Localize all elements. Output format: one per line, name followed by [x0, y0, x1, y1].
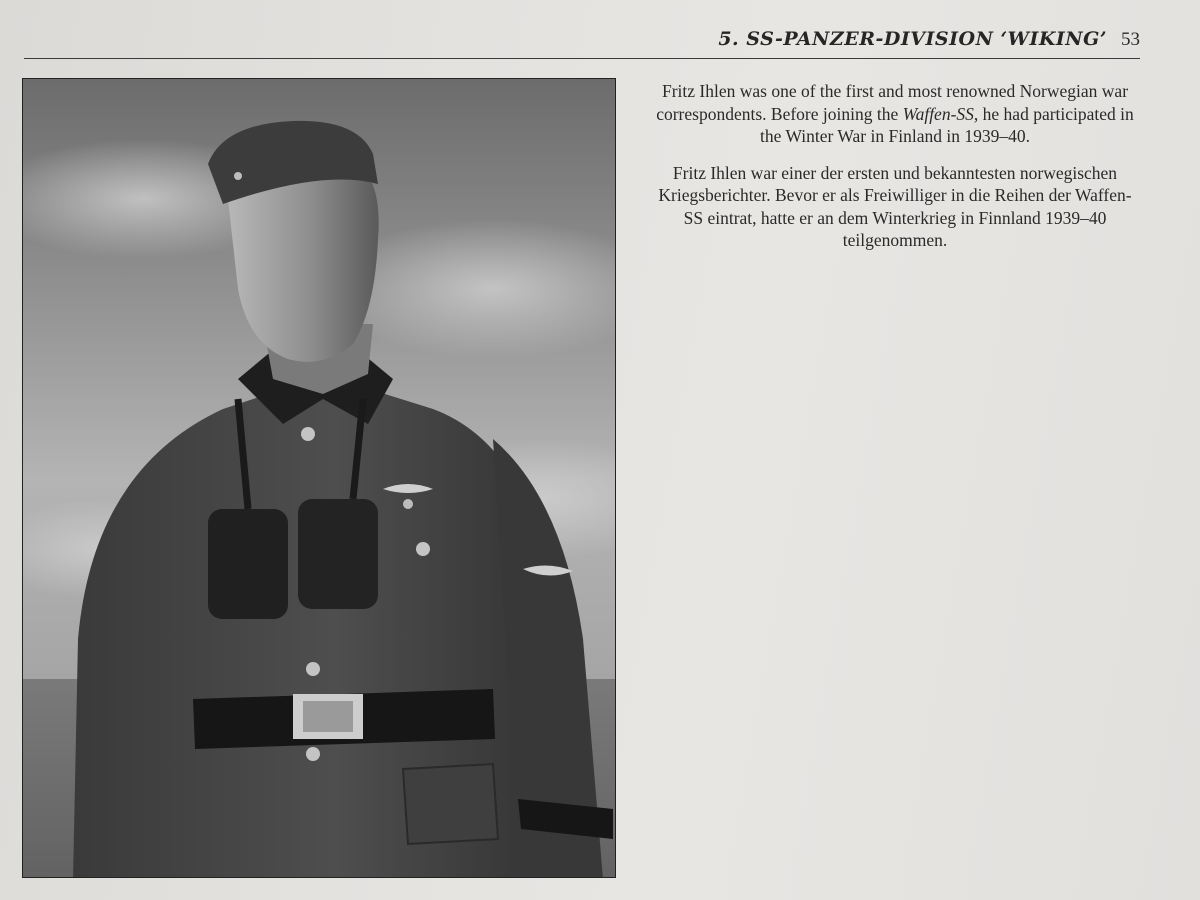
running-title: 5. SS-PANZER-DIVISION ‘WIKING’ [718, 28, 1107, 50]
caption-english-part1: Fritz Ihlen was one of the first and most renowned Norwegian war correspondents. Before joining the [656, 81, 1129, 124]
running-head [718, 28, 1140, 51]
page-number: 53 [1121, 29, 1140, 50]
caption-german: Fritz Ihlen war einer der ersten und bekanntesten norwegischen Kriegsberichter. Bevor er als Freiwilliger in die Reihen der Waffen-SS eintrat, hatte er an dem Winterkrieg in Finnland 1939–40 teilgenommen. [658, 162, 1132, 250]
portrait-photograph [22, 78, 616, 878]
caption-english-part2: , he had participated in the Winter War in Finland in 1939–40. [760, 103, 1134, 146]
header-rule [24, 58, 1140, 59]
caption-english-italic: Waffen-SS [902, 103, 974, 124]
caption-english [650, 80, 1140, 148]
photo-caption [650, 80, 1140, 266]
